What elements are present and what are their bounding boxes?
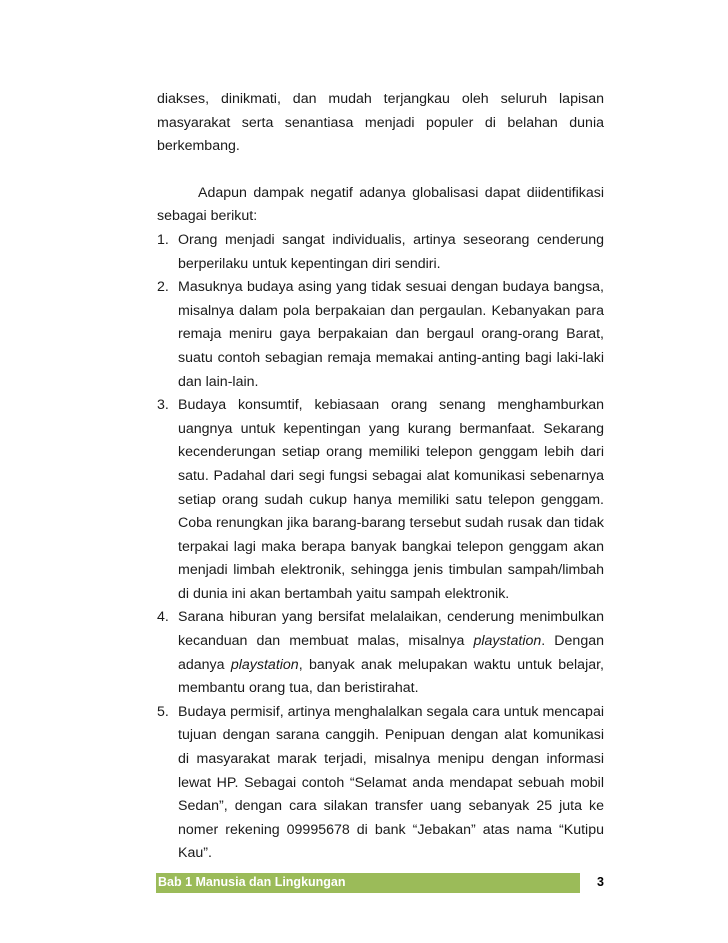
impact-list bbox=[157, 229, 604, 866]
list-item-number: 1. bbox=[157, 231, 169, 248]
list-item-text: Budaya konsumtif, kebiasaan orang senang menghamburkan uangnya untuk kepentingan yang kurang bermanfaat. Sekarang kecenderungan setiap orang memiliki telepon genggam lebih dari satu. Padahal dari segi fungsi sebagai alat komunikasi sebenarnya setiap orang sudah cukup hanya memiliki satu telepon genggam. Coba renungkan jika barang-barang tersebut sudah rusak dan tidak terpakai lagi maka berapa banyak bangkai telepon genggam akan menjadi limbah elektronik, sehingga jenis timbulan sampah/limbah di dunia ini akan bertambah yaitu sampah elektronik. bbox=[178, 397, 604, 602]
list-item-text: Budaya permisif, artinya menghalalkan segala cara untuk mencapai tujuan dengan sarana canggih. Penipuan dengan alat komunikasi di masyarakat marak terjadi, misalnya menipu dengan informasi lewat HP. Sebagai contoh “Selamat anda mendapat sebuah mobil Sedan”, dengan cara silakan transfer uang sebanyak 25 juta ke nomer rekening 09995678 di bank “Jebakan” atas nama “Kutipu Kau”. bbox=[178, 703, 604, 862]
list-item bbox=[157, 606, 604, 700]
list-item-text: Masuknya budaya asing yang tidak sesuai dengan budaya bangsa, misalnya dalam pola berpakaian dan pergaulan. Kebanyakan para remaja meniru gaya berpakaian dan bergaul orang-orang Barat, suatu contoh sebagian remaja memakai anting-anting bagi laki-laki dan lain-lain. bbox=[178, 279, 604, 390]
emphasis-term: playstation bbox=[473, 633, 542, 650]
list-item-text-part: . Dengan adanya bbox=[178, 633, 604, 673]
list-item-number: 3. bbox=[157, 397, 169, 414]
emphasis-term: playstation bbox=[230, 656, 299, 673]
list-item bbox=[157, 394, 604, 606]
list-item-number: 4. bbox=[157, 609, 169, 626]
lead-paragraph: Adapun dampak negatif adanya globalisasi dapat diidentifikasi sebagai berikut: bbox=[157, 184, 604, 225]
chapter-label: Bab 1 Manusia dan Lingkungan bbox=[158, 875, 346, 889]
page-number: 3 bbox=[597, 875, 604, 889]
list-item-number: 2. bbox=[157, 279, 169, 296]
page-body bbox=[157, 88, 604, 866]
list-item bbox=[157, 229, 604, 276]
list-item-text-part: , banyak anak melupakan waktu untuk belajar, membantu orang tua, dan beristirahat. bbox=[178, 656, 604, 697]
page-footer bbox=[156, 873, 604, 893]
list-item bbox=[157, 276, 604, 394]
list-item-text-part: Sarana hiburan yang bersifat melalaikan, cenderung menimbulkan kecanduan dan membuat malas, misalnya bbox=[178, 609, 604, 650]
continuation-paragraph: diakses, dinikmati, dan mudah terjangkau oleh seluruh lapisan masyarakat serta senantiasa menjadi populer di belahan dunia berkembang. bbox=[157, 91, 604, 155]
list-item-number: 5. bbox=[157, 703, 169, 720]
list-item-text bbox=[178, 606, 604, 700]
paragraph-gap bbox=[157, 159, 604, 182]
list-item bbox=[157, 701, 604, 866]
list-item-text: Orang menjadi sangat individualis, artinya seseorang cenderung berperilaku untuk kepentingan diri sendiri. bbox=[178, 231, 604, 272]
